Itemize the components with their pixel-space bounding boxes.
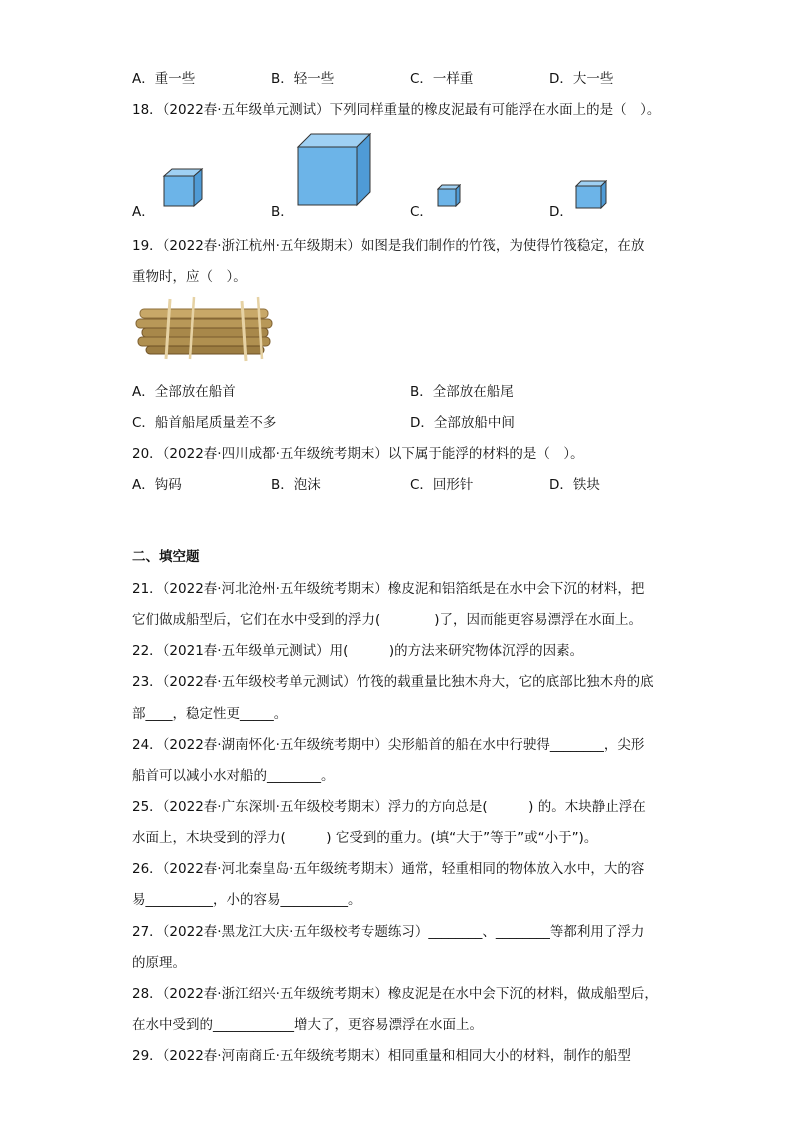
q25-line1: 25．（2022春·广东深圳·五年级校考期末）浮力的方向总是( ) 的。木块静止浮在 <box>132 799 646 815</box>
q19-stem-line2: 重物时，应（ ）。 <box>132 269 247 285</box>
q17-option-c: C．一样重 <box>410 71 474 87</box>
q18-label-a: A． <box>132 204 155 220</box>
q18-cube-a <box>162 168 204 208</box>
q28-line2: 在水中受到的____________增大了，更容易漂浮在水面上。 <box>132 1017 483 1033</box>
q23-line1: 23．（2022春·五年级校考单元测试）竹筏的载重量比独木舟大，它的底部比独木舟的底 <box>132 674 654 690</box>
q20-option-c: C．回形针 <box>410 477 474 493</box>
q27-line1: 27．（2022春·黑龙江大庆·五年级校考专题练习）________、________等都利用了浮力 <box>132 924 645 940</box>
q17-option-d: D．大一些 <box>549 71 614 87</box>
section-title: 二、填空题 <box>132 549 200 565</box>
q18-label-b: B． <box>271 204 294 220</box>
q24-line1: 24．（2022春·湖南怀化·五年级统考期中）尖形船首的船在水中行驶得________，尖形 <box>132 737 645 753</box>
q27-line2: 的原理。 <box>132 955 186 971</box>
q26-line2: 易__________，小的容易__________。 <box>132 892 362 908</box>
q20-option-a: A．钩码 <box>132 477 182 493</box>
q23-line2: 部____，稳定性更_____。 <box>132 706 288 722</box>
q21-line1: 21．（2022春·河北沧州·五年级统考期末）橡皮泥和铝箔纸是在水中会下沉的材料，把 <box>132 581 645 597</box>
q19-option-d: D．全部放船中间 <box>410 415 515 431</box>
bamboo-raft-image <box>132 293 278 363</box>
q19-option-c: C．船首船尾质量差不多 <box>132 415 277 431</box>
q19-stem-line1: 19．（2022春·浙江杭州·五年级期末）如图是我们制作的竹筏，为使得竹筏稳定，在放 <box>132 238 645 254</box>
q18-label-d: D． <box>549 204 573 220</box>
q18-cube-d <box>575 180 607 209</box>
q18-cube-c <box>437 184 461 207</box>
q29-line1: 29．（2022春·河南商丘·五年级统考期末）相同重量和相同大小的材料，制作的船型 <box>132 1048 631 1064</box>
q20-stem: 20．（2022春·四川成都·五年级统考期末）以下属于能浮的材料的是（ ）。 <box>132 446 584 462</box>
q18-label-c: C． <box>410 204 433 220</box>
q22: 22．（2021春·五年级单元测试）用( )的方法来研究物体沉浮的因素。 <box>132 643 584 659</box>
q20-option-d: D．铁块 <box>549 477 600 493</box>
q18-stem: 18．（2022春·五年级单元测试）下列同样重量的橡皮泥最有可能浮在水面上的是（ ）。 <box>132 102 661 118</box>
q24-line2: 船首可以减小水对船的________。 <box>132 768 335 784</box>
q19-option-a: A．全部放在船首 <box>132 384 236 400</box>
q20-option-b: B．泡沫 <box>271 477 321 493</box>
q21-line2: 它们做成船型后，它们在水中受到的浮力( )了，因而能更容易漂浮在水面上。 <box>132 612 643 628</box>
q28-line1: 28．（2022春·浙江绍兴·五年级统考期末）橡皮泥是在水中会下沉的材料，做成船型后， <box>132 986 658 1002</box>
q19-option-b: B．全部放在船尾 <box>410 384 514 400</box>
q17-option-b: B．轻一些 <box>271 71 335 87</box>
q17-option-a: A．重一些 <box>132 71 196 87</box>
q26-line1: 26．（2022春·河北秦皇岛·五年级统考期末）通常，轻重相同的物体放入水中，大的容 <box>132 861 645 877</box>
q25-line2: 水面上，木块受到的浮力( ) 它受到的重力。(填“大于”等于”或“小于”)。 <box>132 830 598 846</box>
q18-cube-b <box>296 133 372 207</box>
